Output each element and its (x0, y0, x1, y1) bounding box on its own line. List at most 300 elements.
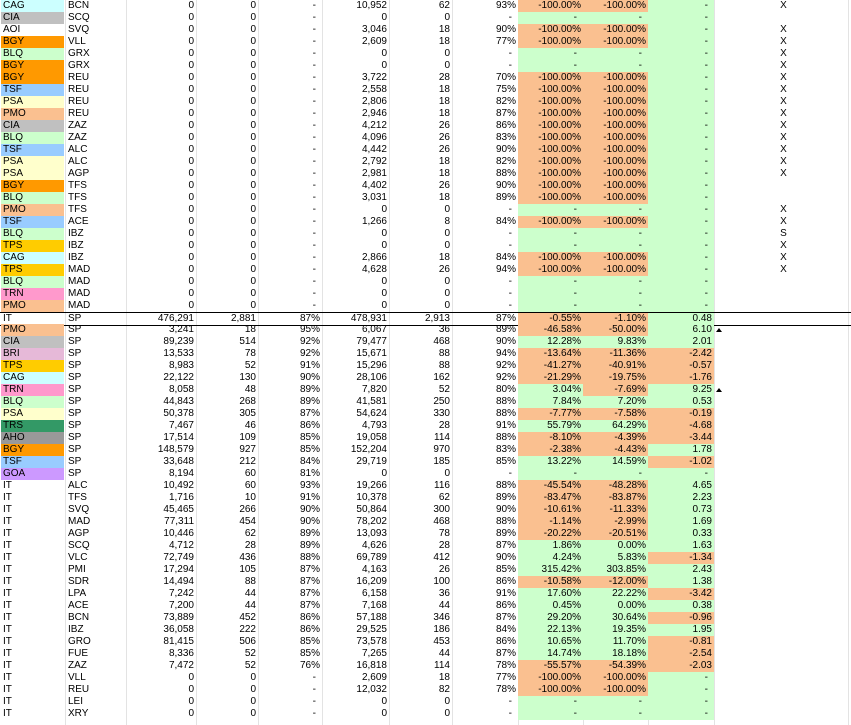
value-cell[interactable]: - (648, 696, 714, 708)
airport-code-cell[interactable]: GOA (1, 468, 64, 480)
value-cell[interactable]: 18 (438, 192, 450, 203)
value-cell[interactable]: -1.34 (648, 552, 714, 564)
flag-cell[interactable] (714, 420, 848, 432)
value-cell[interactable]: - (518, 276, 583, 288)
table-row[interactable] (0, 36, 851, 48)
value-cell[interactable]: 7,168 (361, 600, 387, 611)
airport-code-cell[interactable]: IT (1, 648, 64, 660)
value-cell[interactable]: 19,058 (356, 432, 387, 443)
value-cell[interactable]: 88% (495, 408, 516, 419)
value-cell[interactable]: 87% (299, 576, 320, 587)
value-cell[interactable]: - (312, 156, 316, 167)
value-cell[interactable]: 84% (299, 456, 320, 467)
value-cell[interactable]: 0 (188, 36, 194, 47)
value-cell[interactable]: 0 (188, 216, 194, 227)
value-cell[interactable]: 57,188 (356, 612, 387, 623)
value-cell[interactable]: 89% (299, 540, 320, 551)
flag-cell[interactable] (714, 480, 848, 492)
table-row[interactable] (0, 528, 851, 540)
value-cell[interactable]: 468 (433, 336, 450, 347)
table-row[interactable] (0, 156, 851, 168)
value-cell[interactable]: 8,336 (168, 648, 194, 659)
value-cell[interactable]: 16,209 (356, 576, 387, 587)
airport-code-cell[interactable]: TRN (1, 288, 64, 300)
destination-cell[interactable]: SDR (68, 576, 90, 587)
value-cell[interactable]: 222 (239, 624, 256, 635)
value-cell[interactable]: 0 (381, 708, 387, 719)
value-cell[interactable]: 54,624 (356, 408, 387, 419)
value-cell[interactable]: 52 (244, 660, 256, 671)
value-cell[interactable]: 18 (438, 96, 450, 107)
value-cell[interactable]: 73,889 (163, 612, 194, 623)
value-cell[interactable]: 0 (250, 36, 256, 47)
table-row[interactable] (0, 348, 851, 360)
table-row[interactable] (0, 24, 851, 36)
flag-cell[interactable] (714, 192, 848, 204)
value-cell[interactable]: -100.00% (583, 72, 648, 84)
value-cell[interactable]: 330 (433, 408, 450, 419)
value-cell[interactable]: 22.22% (583, 588, 648, 600)
destination-cell[interactable]: IBZ (68, 252, 84, 263)
value-cell[interactable]: 77% (495, 36, 516, 47)
flag-cell[interactable]: X (780, 204, 787, 215)
value-cell[interactable]: 15,671 (356, 348, 387, 359)
value-cell[interactable]: -100.00% (583, 24, 648, 36)
flag-cell[interactable] (714, 492, 848, 504)
value-cell[interactable]: 0 (188, 192, 194, 203)
value-cell[interactable]: - (518, 708, 583, 720)
flag-cell[interactable]: X (780, 60, 787, 71)
destination-cell[interactable]: LPA (68, 588, 87, 599)
value-cell[interactable]: -100.00% (583, 168, 648, 180)
value-cell[interactable]: -4.68 (648, 420, 714, 432)
value-cell[interactable]: - (583, 696, 648, 708)
destination-cell[interactable]: ACE (68, 216, 89, 227)
table-row[interactable] (0, 300, 851, 312)
value-cell[interactable]: 412 (433, 552, 450, 563)
table-row[interactable] (0, 432, 851, 444)
value-cell[interactable]: 17.60% (518, 588, 583, 600)
airport-code-cell[interactable]: PSA (1, 156, 64, 168)
value-cell[interactable]: -0.57 (648, 360, 714, 372)
value-cell[interactable]: 305 (239, 408, 256, 419)
destination-cell[interactable]: REU (68, 96, 90, 107)
table-row[interactable] (0, 552, 851, 564)
value-cell[interactable]: 17,514 (163, 432, 194, 443)
value-cell[interactable]: 6.10 (648, 324, 714, 336)
value-cell[interactable]: 0 (381, 240, 387, 251)
value-cell[interactable]: - (518, 288, 583, 300)
value-cell[interactable]: - (648, 96, 714, 108)
value-cell[interactable]: 114 (434, 432, 450, 443)
value-cell[interactable]: 0 (250, 192, 256, 203)
destination-cell[interactable]: ACE (68, 600, 89, 611)
value-cell[interactable]: 44 (438, 648, 450, 659)
value-cell[interactable]: 13.22% (518, 456, 583, 468)
destination-cell[interactable]: SP (68, 396, 82, 407)
value-cell[interactable]: 89% (495, 324, 516, 335)
value-cell[interactable]: 0 (444, 240, 450, 251)
value-cell[interactable]: -2.99% (583, 516, 648, 528)
destination-cell[interactable]: REU (68, 72, 90, 83)
value-cell[interactable]: - (648, 120, 714, 132)
value-cell[interactable]: - (312, 48, 316, 59)
flag-cell[interactable] (714, 540, 848, 552)
value-cell[interactable]: 14.74% (518, 648, 583, 660)
value-cell[interactable]: 86% (299, 624, 320, 635)
value-cell[interactable]: -100.00% (518, 36, 583, 48)
value-cell[interactable]: 86% (495, 600, 516, 611)
flag-cell[interactable] (714, 648, 848, 660)
value-cell[interactable]: 26 (438, 120, 450, 131)
value-cell[interactable]: 0 (250, 204, 256, 215)
value-cell[interactable]: -100.00% (583, 132, 648, 144)
value-cell[interactable]: 89% (299, 396, 320, 407)
destination-cell[interactable]: SP (68, 456, 82, 467)
value-cell[interactable]: 0 (188, 144, 194, 155)
value-cell[interactable]: 9.83% (583, 336, 648, 348)
value-cell[interactable]: - (518, 12, 583, 24)
value-cell[interactable]: 26 (438, 132, 450, 143)
value-cell[interactable]: - (648, 132, 714, 144)
value-cell[interactable]: 1.78 (648, 444, 714, 456)
value-cell[interactable]: 0 (250, 168, 256, 179)
airport-code-cell[interactable]: BRI (1, 348, 64, 360)
airport-code-cell[interactable]: IT (1, 576, 64, 588)
value-cell[interactable]: 9.25 (648, 384, 714, 396)
value-cell[interactable]: - (312, 24, 316, 35)
value-cell[interactable]: - (518, 60, 583, 72)
airport-code-cell[interactable]: IT (1, 624, 64, 636)
value-cell[interactable]: 85% (299, 636, 320, 647)
value-cell[interactable]: - (583, 468, 648, 480)
table-row[interactable] (0, 396, 851, 408)
value-cell[interactable]: -4.43% (583, 444, 648, 456)
table-row[interactable] (0, 516, 851, 528)
value-cell[interactable]: -100.00% (583, 84, 648, 96)
value-cell[interactable]: - (648, 168, 714, 180)
value-cell[interactable]: 12.28% (518, 336, 583, 348)
value-cell[interactable]: -1.14% (518, 516, 583, 528)
airport-code-cell[interactable]: BLQ (1, 192, 64, 204)
value-cell[interactable]: 0 (381, 204, 387, 215)
value-cell[interactable]: 0 (250, 216, 256, 227)
value-cell[interactable]: -100.00% (518, 84, 583, 96)
table-row[interactable] (0, 144, 851, 156)
value-cell[interactable]: 1.95 (648, 624, 714, 636)
value-cell[interactable]: 4,628 (361, 264, 387, 275)
value-cell[interactable]: 78 (244, 348, 256, 359)
value-cell[interactable]: 85% (299, 444, 320, 455)
value-cell[interactable]: 0 (250, 228, 256, 239)
destination-cell[interactable]: ZAZ (68, 120, 87, 131)
value-cell[interactable]: -100.00% (583, 684, 648, 696)
value-cell[interactable]: 22.13% (518, 624, 583, 636)
value-cell[interactable]: 0 (188, 288, 194, 299)
value-cell[interactable]: 0 (188, 708, 194, 719)
value-cell[interactable]: 0 (188, 204, 194, 215)
destination-cell[interactable]: SCQ (68, 12, 90, 23)
flag-cell[interactable]: X (780, 108, 787, 119)
value-cell[interactable]: 0 (188, 240, 194, 251)
destination-cell[interactable]: AGP (68, 168, 90, 179)
value-cell[interactable]: - (312, 168, 316, 179)
value-cell[interactable]: - (518, 468, 583, 480)
value-cell[interactable]: - (508, 48, 512, 59)
airport-code-cell[interactable]: TSF (1, 144, 64, 156)
value-cell[interactable]: - (312, 132, 316, 143)
value-cell[interactable]: - (508, 708, 512, 719)
value-cell[interactable]: 1,716 (168, 492, 194, 503)
destination-cell[interactable]: GRX (68, 48, 90, 59)
value-cell[interactable]: 7,820 (361, 384, 387, 395)
value-cell[interactable]: -100.00% (583, 0, 648, 12)
value-cell[interactable]: -100.00% (518, 168, 583, 180)
value-cell[interactable]: 0 (188, 684, 194, 695)
value-cell[interactable]: 7.20% (583, 396, 648, 408)
destination-cell[interactable]: SVQ (68, 24, 90, 35)
value-cell[interactable]: 18.18% (583, 648, 648, 660)
destination-cell[interactable]: IBZ (68, 240, 84, 251)
value-cell[interactable]: - (648, 276, 714, 288)
flag-cell[interactable] (714, 288, 848, 300)
value-cell[interactable]: - (312, 708, 316, 719)
value-cell[interactable]: 55.79% (518, 420, 583, 432)
flag-cell[interactable]: X (780, 24, 787, 35)
value-cell[interactable]: 81,415 (163, 636, 194, 647)
value-cell[interactable]: 91% (495, 420, 516, 431)
value-cell[interactable]: -2.42 (648, 348, 714, 360)
value-cell[interactable]: 436 (239, 552, 256, 563)
table-row[interactable] (0, 480, 851, 492)
value-cell[interactable]: 4,212 (361, 120, 387, 131)
value-cell[interactable]: - (648, 24, 714, 36)
value-cell[interactable]: 26 (438, 144, 450, 155)
value-cell[interactable]: 18 (244, 324, 256, 335)
value-cell[interactable]: 3,031 (361, 192, 387, 203)
value-cell[interactable]: 0 (444, 288, 450, 299)
destination-cell[interactable]: SP (68, 372, 82, 383)
value-cell[interactable]: 4,096 (361, 132, 387, 143)
value-cell[interactable]: 114 (434, 660, 450, 671)
value-cell[interactable]: - (508, 12, 512, 23)
flag-cell[interactable]: X (780, 120, 787, 131)
value-cell[interactable]: 1.63 (648, 540, 714, 552)
flag-cell[interactable] (714, 348, 848, 360)
value-cell[interactable]: -100.00% (518, 684, 583, 696)
table-row[interactable] (0, 324, 851, 336)
table-row[interactable] (0, 444, 851, 456)
destination-cell[interactable]: BCN (68, 0, 90, 11)
value-cell[interactable]: 0 (444, 228, 450, 239)
airport-code-cell[interactable]: TSF (1, 216, 64, 228)
value-cell[interactable]: 36 (438, 588, 450, 599)
flag-cell[interactable] (714, 660, 848, 672)
airport-code-cell[interactable]: PSA (1, 168, 64, 180)
value-cell[interactable]: 44,843 (163, 396, 194, 407)
value-cell[interactable]: - (312, 264, 316, 275)
flag-cell[interactable]: X (780, 96, 787, 107)
value-cell[interactable]: -0.19 (648, 408, 714, 420)
value-cell[interactable]: - (648, 300, 714, 312)
airport-code-cell[interactable]: IT (1, 564, 64, 576)
value-cell[interactable]: 86% (495, 576, 516, 587)
value-cell[interactable]: 94% (495, 264, 516, 275)
value-cell[interactable]: - (648, 72, 714, 84)
table-row[interactable] (0, 264, 851, 276)
destination-cell[interactable]: SVQ (68, 504, 90, 515)
value-cell[interactable]: 0.53 (648, 396, 714, 408)
value-cell[interactable]: 90% (495, 504, 516, 515)
value-cell[interactable]: 186 (433, 624, 450, 635)
flag-cell[interactable]: X (780, 252, 787, 263)
value-cell[interactable]: 87% (495, 313, 516, 324)
value-cell[interactable]: 88% (495, 396, 516, 407)
airport-code-cell[interactable]: PSA (1, 96, 64, 108)
value-cell[interactable]: 64.29% (583, 420, 648, 432)
value-cell[interactable]: - (312, 192, 316, 203)
value-cell[interactable]: - (648, 180, 714, 192)
airport-code-cell[interactable]: CAG (1, 252, 64, 264)
value-cell[interactable]: -100.00% (583, 36, 648, 48)
value-cell[interactable]: - (312, 180, 316, 191)
value-cell[interactable]: 0 (250, 12, 256, 23)
value-cell[interactable]: - (312, 672, 316, 683)
value-cell[interactable]: - (583, 204, 648, 216)
airport-code-cell[interactable]: CIA (1, 120, 64, 132)
value-cell[interactable]: -40.91% (583, 360, 648, 372)
value-cell[interactable]: - (648, 108, 714, 120)
value-cell[interactable]: 52 (244, 360, 256, 371)
value-cell[interactable]: 87% (299, 600, 320, 611)
value-cell[interactable]: 60 (244, 480, 256, 491)
value-cell[interactable]: 0 (381, 696, 387, 707)
value-cell[interactable]: 83% (495, 444, 516, 455)
value-cell[interactable]: 8 (444, 216, 450, 227)
destination-cell[interactable]: ZAZ (68, 132, 87, 143)
value-cell[interactable]: 87% (299, 313, 320, 324)
value-cell[interactable]: 44 (244, 588, 256, 599)
value-cell[interactable]: 88% (495, 168, 516, 179)
value-cell[interactable]: 0 (250, 240, 256, 251)
value-cell[interactable]: 0 (188, 672, 194, 683)
value-cell[interactable]: 130 (239, 372, 256, 383)
value-cell[interactable]: 36 (438, 324, 450, 335)
table-row[interactable] (0, 240, 851, 252)
value-cell[interactable]: -4.39% (583, 432, 648, 444)
flag-cell[interactable] (714, 300, 848, 312)
value-cell[interactable]: - (312, 684, 316, 695)
value-cell[interactable]: 10,446 (163, 528, 194, 539)
table-row[interactable] (0, 120, 851, 132)
value-cell[interactable]: -100.00% (583, 192, 648, 204)
value-cell[interactable]: -46.58% (518, 324, 583, 336)
value-cell[interactable]: 81% (299, 468, 320, 479)
value-cell[interactable]: 90% (299, 372, 320, 383)
table-row[interactable] (0, 276, 851, 288)
airport-code-cell[interactable]: TPS (1, 360, 64, 372)
value-cell[interactable]: 3,046 (361, 24, 387, 35)
value-cell[interactable]: 70% (495, 72, 516, 83)
value-cell[interactable]: 89% (495, 528, 516, 539)
table-row[interactable] (0, 372, 851, 384)
value-cell[interactable]: 0 (250, 180, 256, 191)
value-cell[interactable]: -100.00% (583, 156, 648, 168)
flag-cell[interactable]: X (780, 264, 787, 275)
value-cell[interactable]: -19.75% (583, 372, 648, 384)
value-cell[interactable]: 250 (433, 396, 450, 407)
value-cell[interactable]: 4,402 (361, 180, 387, 191)
value-cell[interactable]: 15,296 (356, 360, 387, 371)
value-cell[interactable]: - (508, 240, 512, 251)
airport-code-cell[interactable]: PMO (1, 300, 64, 312)
value-cell[interactable]: 69,789 (356, 552, 387, 563)
value-cell[interactable]: 18 (438, 108, 450, 119)
value-cell[interactable]: 116 (434, 480, 450, 491)
airport-code-cell[interactable]: IT (1, 696, 64, 708)
value-cell[interactable]: 0 (250, 84, 256, 95)
value-cell[interactable]: -0.55% (518, 313, 583, 325)
value-cell[interactable]: 0 (444, 60, 450, 71)
flag-cell[interactable] (714, 504, 848, 516)
airport-code-cell[interactable]: BLQ (1, 276, 64, 288)
value-cell[interactable]: - (648, 252, 714, 264)
value-cell[interactable]: 78 (438, 528, 450, 539)
flag-cell[interactable] (714, 576, 848, 588)
value-cell[interactable]: 87% (495, 540, 516, 551)
value-cell[interactable]: 0.00% (583, 540, 648, 552)
value-cell[interactable]: 0 (444, 12, 450, 23)
table-row[interactable] (0, 420, 851, 432)
value-cell[interactable]: 18 (438, 252, 450, 263)
airport-code-cell[interactable]: TSF (1, 456, 64, 468)
value-cell[interactable]: -100.00% (518, 264, 583, 276)
value-cell[interactable]: 87% (495, 648, 516, 659)
value-cell[interactable]: 45,465 (163, 504, 194, 515)
destination-cell[interactable]: REU (68, 684, 90, 695)
table-row[interactable] (0, 492, 851, 504)
value-cell[interactable]: 28 (438, 72, 450, 83)
destination-cell[interactable]: SP (68, 384, 82, 395)
value-cell[interactable]: 2,981 (361, 168, 387, 179)
value-cell[interactable]: 212 (239, 456, 256, 467)
value-cell[interactable]: 0 (250, 72, 256, 83)
value-cell[interactable]: 0 (444, 708, 450, 719)
value-cell[interactable]: 0 (444, 300, 450, 311)
flag-cell[interactable]: S (780, 228, 787, 239)
airport-code-cell[interactable]: PSA (1, 408, 64, 420)
value-cell[interactable]: 82 (438, 684, 450, 695)
airport-code-cell[interactable]: IT (1, 660, 64, 672)
value-cell[interactable]: - (518, 696, 583, 708)
destination-cell[interactable]: BCN (68, 612, 90, 623)
value-cell[interactable]: 162 (433, 372, 450, 383)
table-row[interactable] (0, 684, 851, 696)
value-cell[interactable]: 0 (381, 300, 387, 311)
airport-code-cell[interactable]: IT (1, 588, 64, 600)
value-cell[interactable]: 85% (495, 456, 516, 467)
value-cell[interactable]: - (583, 708, 648, 720)
value-cell[interactable]: -2.54 (648, 648, 714, 660)
airport-code-cell[interactable]: AOI (1, 24, 64, 36)
airport-code-cell[interactable]: BLQ (1, 396, 64, 408)
table-row[interactable] (0, 288, 851, 300)
value-cell[interactable]: -100.00% (518, 132, 583, 144)
value-cell[interactable]: 0 (250, 144, 256, 155)
flag-cell[interactable]: X (780, 156, 787, 167)
value-cell[interactable]: 315.42% (518, 564, 583, 576)
value-cell[interactable]: 4,626 (361, 540, 387, 551)
